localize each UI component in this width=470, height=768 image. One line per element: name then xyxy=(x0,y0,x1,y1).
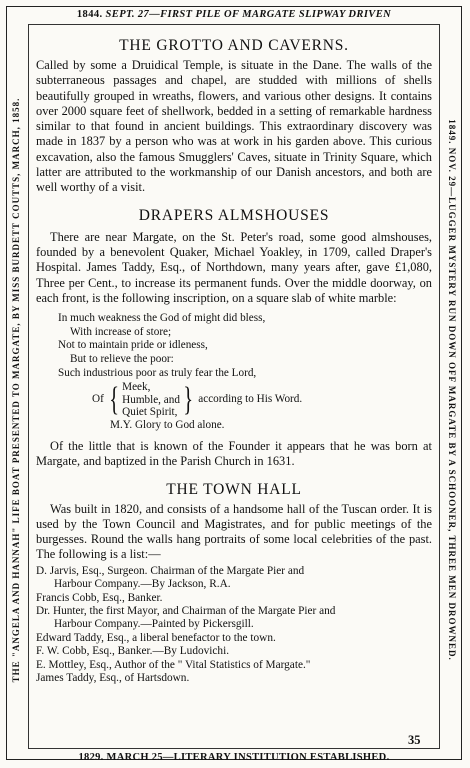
inscription-of: Of xyxy=(92,392,104,405)
grotto-heading: THE GROTTO AND CAVERNS. xyxy=(119,37,349,54)
list-item: Francis Cobb, Esq., Banker. xyxy=(36,591,163,604)
bottom-chronology-strip: 1829. MARCH 25—LITERARY INSTITUTION ESTABLISHED. xyxy=(78,752,390,763)
inscription-line: With increase of store; xyxy=(70,325,172,338)
inscription-line: Not to maintain pride or idleness, xyxy=(58,339,208,352)
inscription-brace-group xyxy=(92,381,432,418)
list-item: E. Mottley, Esq., Author of the " Vital Statistics of Margate." xyxy=(36,658,311,671)
list-item-cont: Harbour Company.—By Jackson, R.A. xyxy=(54,578,231,591)
left-margin-chronology: THE "ANGELA AND HANNAH" LIFE BOAT PRESENTED TO MARGATE, BY MISS BURDETT COUTTS, MARCH, 1858. xyxy=(11,97,21,683)
inscription-brace-after: according to His Word. xyxy=(198,392,303,405)
brace-item: Meek, xyxy=(122,381,151,394)
top-event: —FIRST PILE OF MARGATE SLIPWAY DRIVEN xyxy=(149,9,392,20)
inscription-line: M.Y. Glory to God alone. xyxy=(110,419,225,432)
page-number: 35 xyxy=(408,733,421,747)
town-hall-paragraph: Was built in 1820, and consists of a handsome hall of the Tuscan order. It is used by the Town Council and Magistrates, and for public meetings of the burgesses. Round the walls hang portraits of some local celebrities of the past. The following is a list:— xyxy=(36,501,432,562)
almshouses-paragraph: There are near Margate, on the St. Peter's road, some good almshouses, founded by a benevolent Quaker, Michael Yoakley, in 1709, called Draper's Hospital. James Taddy, Esq., of Northdown, many years after, gave £1,080, Three per Cent., to increase its permanent funds. Over the middle doorway, on each front, is the following inscription, on a square slab of white marble: xyxy=(36,229,432,305)
founder-paragraph: Of the little that is known of the Founder it appears that he was born at Margate, and baptized in the Parish Church in 1631. xyxy=(36,438,432,469)
list-item: D. Jarvis, Esq., Surgeon. Chairman of the Margate Pier and xyxy=(36,564,305,577)
page-content xyxy=(36,36,432,685)
town-hall-heading: THE TOWN HALL xyxy=(166,480,302,498)
left-brace: { xyxy=(109,380,119,418)
grotto-paragraph: Called by some a Druidical Temple, is situate in the Dane. The walls of the subterraneous passages and chapel, are studded with millions of shells beautifully grouped in wreaths, flowers, and various other designs. It contains over 2000 square feet of shellwork, bedded in a setting of remarkable hardness similar to that found in ancient buildings. This extraordinary discovery was made in 1837 by a person who was at work in his garden above. This curious excavation, also the famous Smugglers' Caves, situate in Trinity Square, which latter are attributed to the workmanship of our Danish ancestors, and both are well worthy of a visit. xyxy=(36,58,432,195)
bottom-rule xyxy=(28,748,440,749)
brace-list xyxy=(122,381,180,418)
portrait-list xyxy=(36,565,432,686)
inscription-line: In much weakness the God of might did bless, xyxy=(58,312,266,325)
list-item: F. W. Cobb, Esq., Banker.—By Ludovichi. xyxy=(36,645,230,658)
right-brace: } xyxy=(183,380,193,418)
right-margin-chronology: 1849. NOV. 29—LUGGER MYSTERY RUN DOWN OFF MARGATE BY A SCHOONER, THREE MEN DROWNED. xyxy=(447,119,457,661)
list-item: Edward Taddy, Esq., a liberal benefactor to the town. xyxy=(36,631,276,644)
list-item: Dr. Hunter, the first Mayor, and Chairman of the Margate Pier and xyxy=(36,604,336,617)
almshouses-heading: DRAPERS ALMSHOUSES xyxy=(138,206,330,224)
top-date: SEPT. 27 xyxy=(105,9,150,20)
inscription-line: But to relieve the poor: xyxy=(70,352,174,365)
inscription xyxy=(58,312,432,433)
top-chronology-strip xyxy=(34,9,434,20)
inscription-line: Such industrious poor as truly fear the Lord, xyxy=(58,366,257,379)
brace-item: Humble, and xyxy=(122,393,180,406)
brace-item: Quiet Spirit, xyxy=(122,405,178,418)
list-item: James Taddy, Esq., of Hartsdown. xyxy=(36,671,190,684)
list-item-cont: Harbour Company.—Painted by Pickersgill. xyxy=(54,618,254,631)
top-year: 1844. xyxy=(76,9,103,20)
